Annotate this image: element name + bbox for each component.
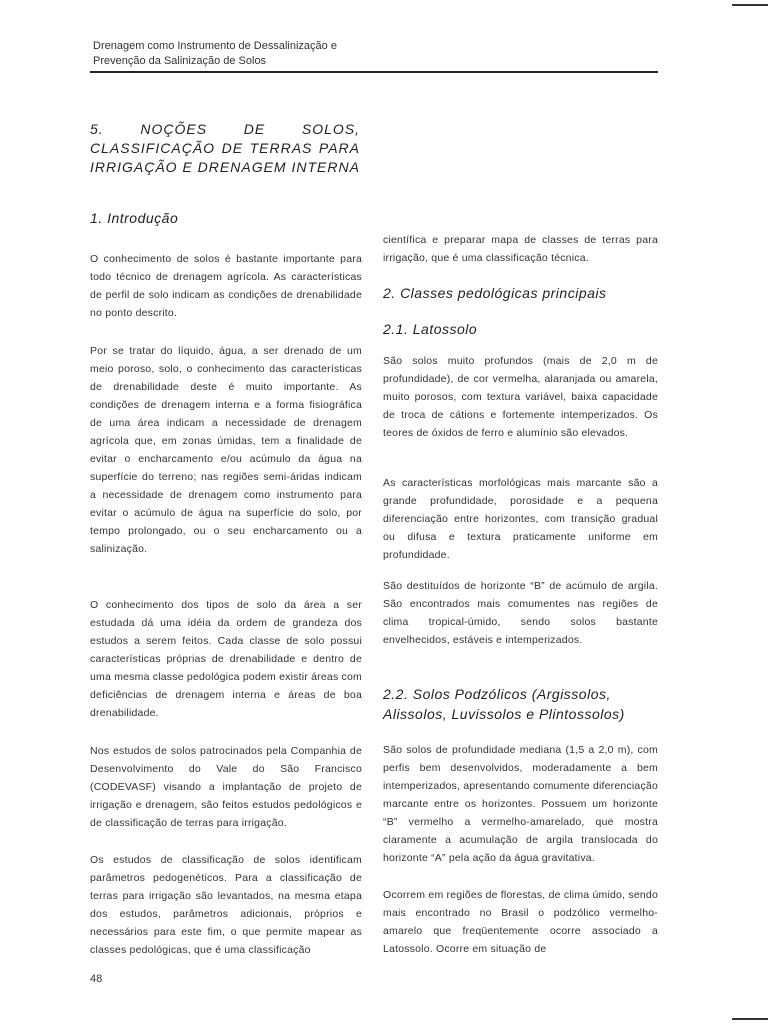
chapter-title: 5. NOÇÕES DE SOLOS, CLASSIFICAÇÃO DE TERRAS PARA IRRIGAÇÃO E DRENAGEM INTERNA bbox=[90, 121, 360, 175]
heading-solos-podzolicos: 2.2. Solos Podzólicos (Argissolos, Alissolos, Luvissolos e Plintossolos) bbox=[383, 686, 625, 722]
running-header-line2: Prevenção da Salinização de Solos bbox=[93, 55, 267, 67]
paragraph: O conhecimento de solos é bastante importante para todo técnico de drenagem agrícola. As características de perfil de solo indicam as condições de drenabilidade no ponto descrito. bbox=[90, 253, 362, 319]
running-header-line1: Drenagem como Instrumento de Dessalinização e bbox=[93, 40, 337, 52]
paragraph: Os estudos de classificação de solos identificam parâmetros pedogenéticos. Para a classificação de terras para irrigação são levantados, na mesma etapa dos estudos, parâmetros adicionais, próprios e necessários para este fim, o que permite mapear as classes pedológicas, que é uma classificação bbox=[90, 854, 362, 956]
paragraph: Ocorrem em regiões de florestas, de clima úmido, sendo mais encontrado no Brasil o podzólico vermelho-amarelo que freqüentemente ocorre associado a Latossolo. Ocorre em situação de bbox=[383, 889, 658, 955]
paragraph: São solos de profundidade mediana (1,5 a 2,0 m), com perfis bem desenvolvidos, moderadamente a bem intemperizados, apresentando comumente diferenciação marcante entre os horizontes. Possuem um horizonte “B” vermelho a vermelho-amarelado, que mostra claramente a acumulação de argila translocada do horizonte “A” pela ação da água gravitativa. bbox=[383, 744, 658, 864]
paragraph: Nos estudos de solos patrocinados pela Companhia de Desenvolvimento do Vale do São Francisco (CODEVASF) visando a implantação de projeto de irrigação e drenagem, são feitos estudos pedológicos e de classificação de terras para irrigação. bbox=[90, 745, 362, 829]
paragraph: As características morfológicas mais marcante são a grande profundidade, porosidade e a pequena diferenciação entre horizontes, com transição gradual ou difusa e textura praticamente uniforme em profundidade. bbox=[383, 477, 658, 561]
paragraph: São destituídos de horizonte “B” de acúmulo de argila. São encontrados mais comumentes nas regiões de clima tropical-úmido, sendo solos bastante envelhecidos, estáveis e intemperizados. bbox=[383, 580, 658, 646]
running-header bbox=[93, 39, 663, 69]
paragraph-continuation: científica e preparar mapa de classes de terras para irrigação, que é uma classificação técnica. bbox=[383, 234, 658, 264]
corner-crop-mark bbox=[732, 1018, 768, 1020]
paragraph: São solos muito profundos (mais de 2,0 m de profundidade), de cor vermelha, alaranjada ou amarela, muito porosos, com textura variável, baixa capacidade de troca de cátions e fortemente intemperizados. Os teores de óxidos de ferro e alumínio são elevados. bbox=[383, 355, 658, 439]
page-number: 48 bbox=[90, 973, 103, 985]
heading-classes-pedologicas: 2. Classes pedológicas principais bbox=[383, 285, 607, 301]
paragraph: Por se tratar do líquido, água, a ser drenado de um meio poroso, solo, o conhecimento das características de drenabilidade deste é muito importante. As condições de drenagem interna e a forma fisiográfica de uma área indicam a necessidade de drenagem agrícola que, em zonas úmidas, tem a finalidade de evitar o encharcamento e/ou acúmulo da água na superfície do terreno; nas regiões semi-áridas indicam a necessidade de drenagem como instrumento para evitar o acúmulo de água na superfície do solo, por tempo prolongado, ou o seu encharcamento ou a salinização. bbox=[90, 345, 362, 555]
heading-latossolo: 2.1. Latossolo bbox=[383, 321, 478, 337]
heading-introducao: 1. Introdução bbox=[90, 210, 179, 226]
paragraph: O conhecimento dos tipos de solo da área a ser estudada dá uma idéia da ordem de grandeza dos estudos a serem feitos. Cada classe de solo possui características próprias de drenabilidade e dentro de uma mesma classe pedológica podem existir áreas com deficiências de drenagem interna e áreas de boa drenabilidade. bbox=[90, 599, 362, 719]
header-rule bbox=[90, 71, 658, 73]
corner-crop-mark bbox=[732, 4, 768, 6]
